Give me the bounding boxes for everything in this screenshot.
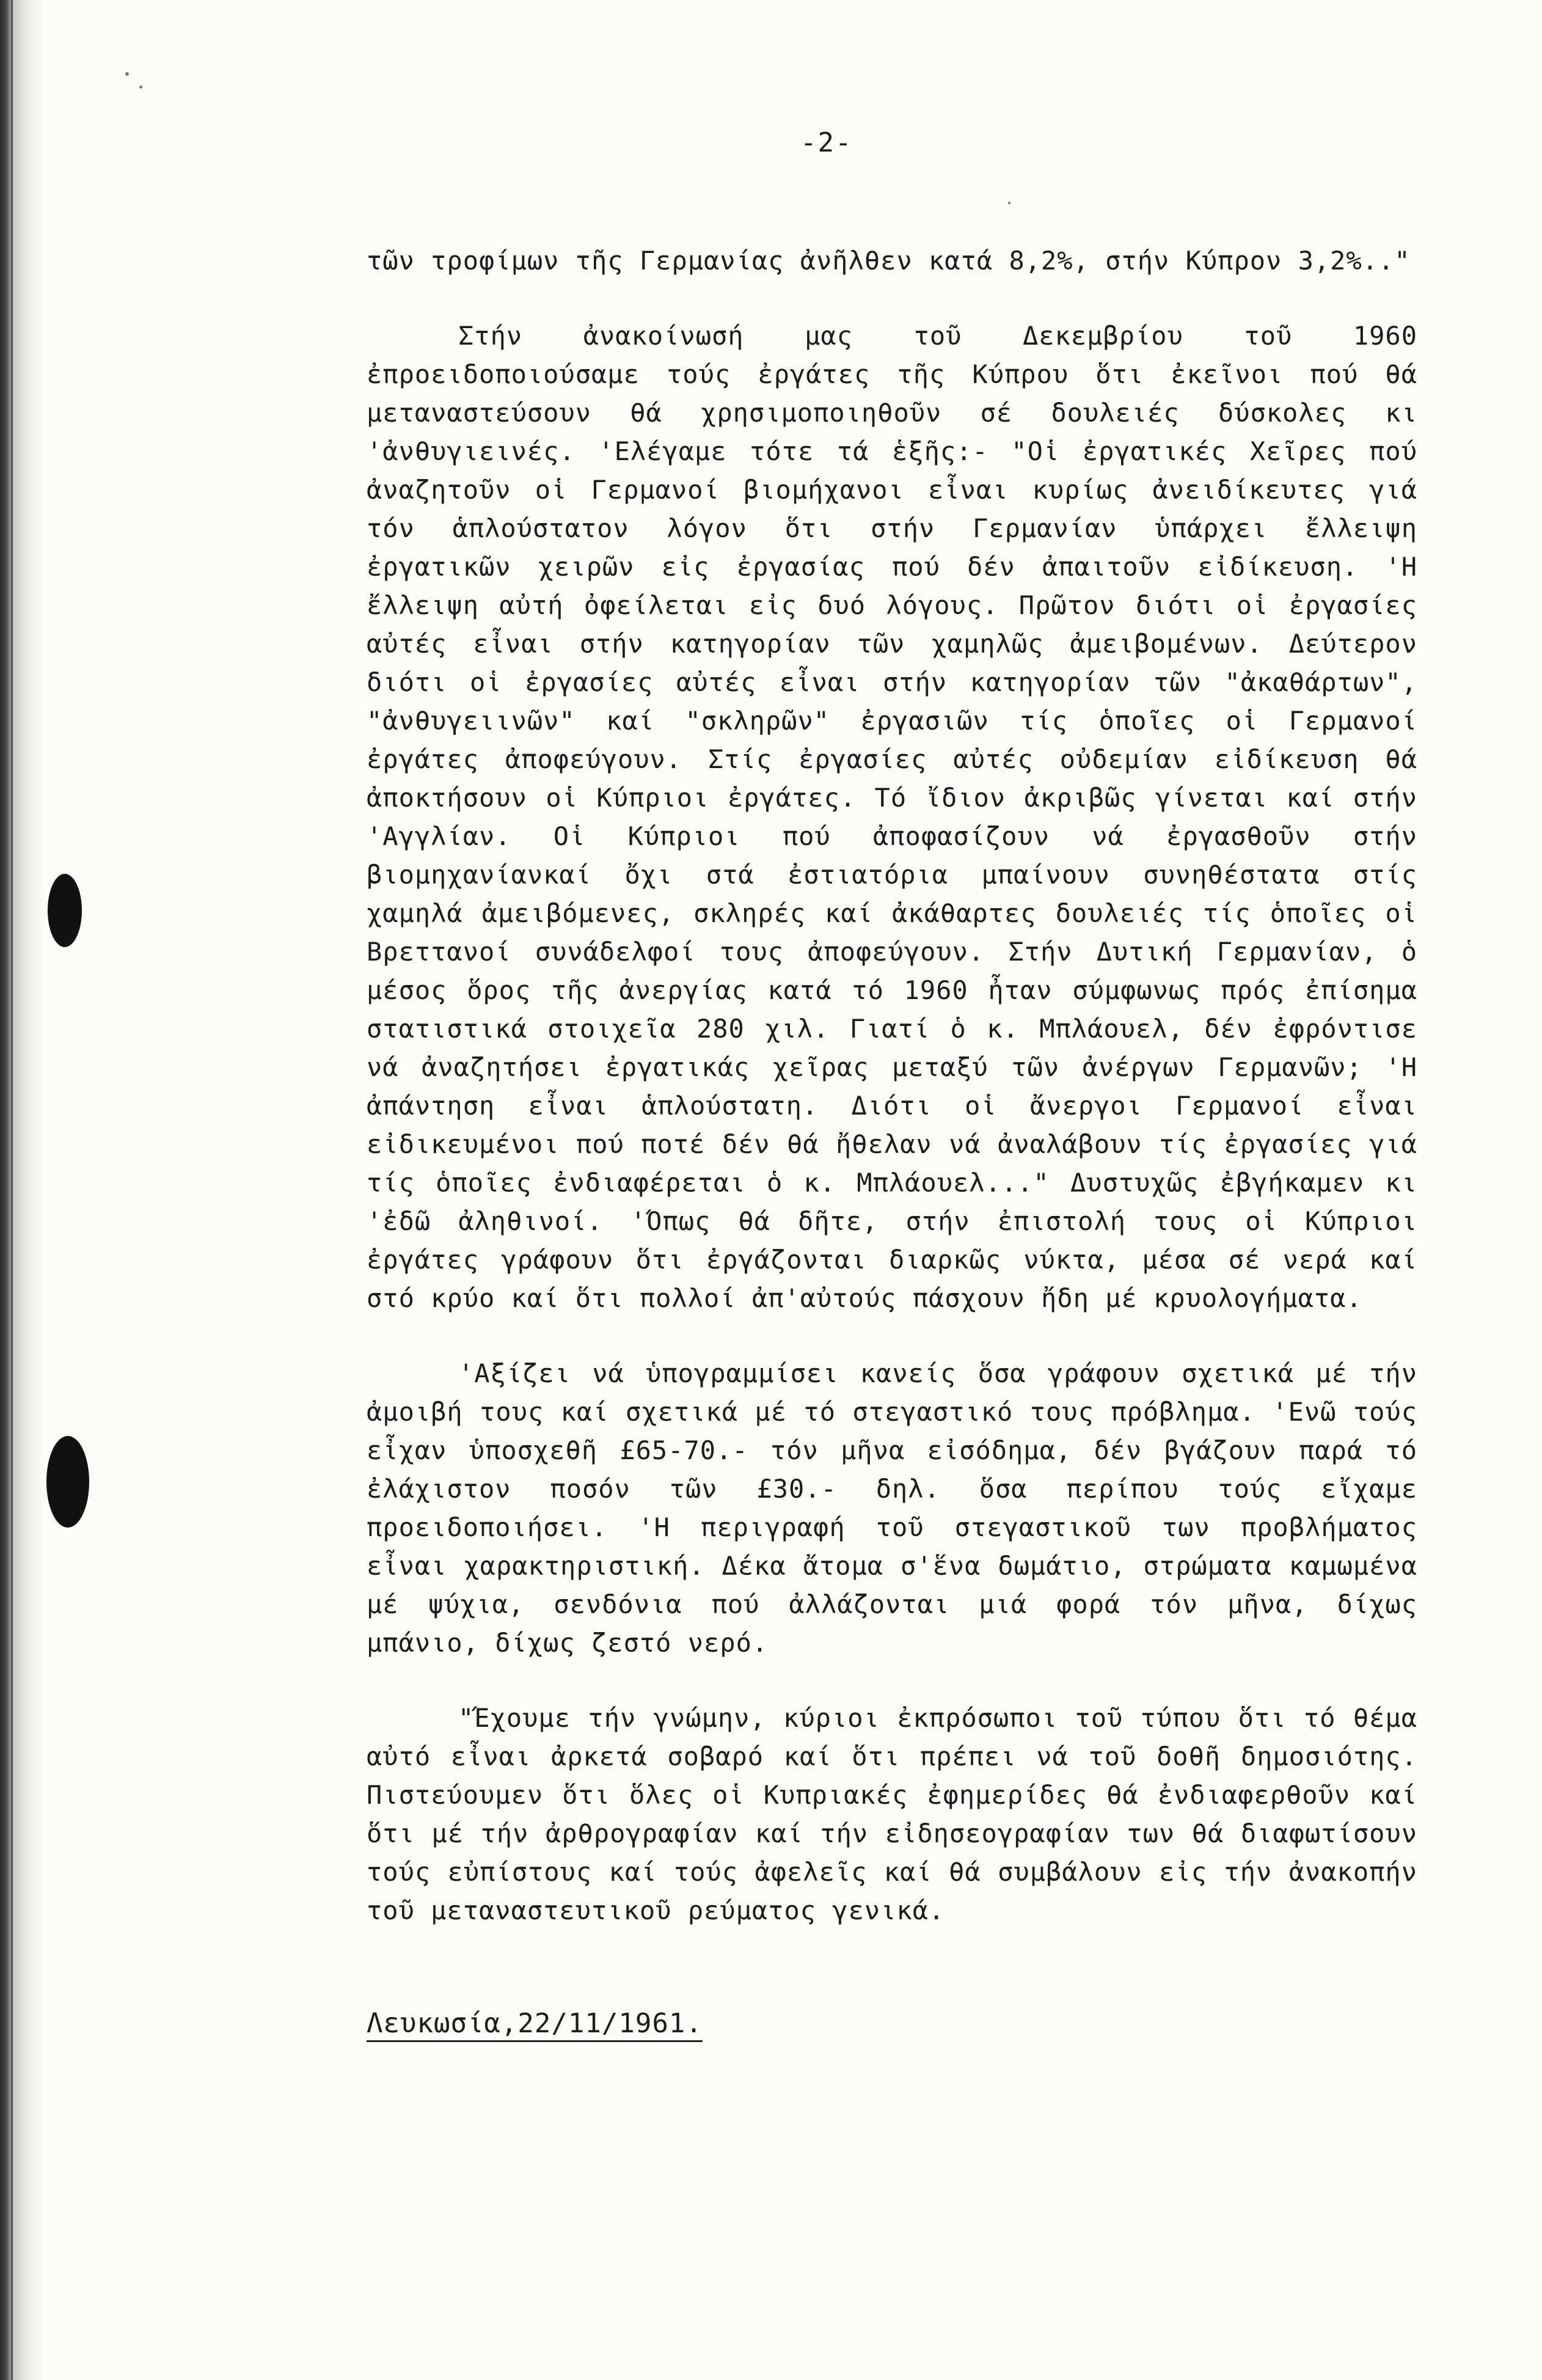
speck — [1008, 202, 1010, 204]
paragraph-announcement: Στήν ἀνακοίνωσή μας τοῦ Δεκεμβρίου τοῦ 1960 ἐπροειδοποιούσαμε τούς ἐργάτες τῆς Κύπρου ὅτι ἐκεῖνοι πού θά μεταναστεύσουν θά χρησιμοποιηθοῦν σέ δουλειές δύσκολες κι 'ἀνθυγιεινές. 'Ελέγαμε τότε τά ἑξῆς:- "Οἱ ἐργατικές Χεῖρες πού ἀναζητοῦν οἱ Γερμανοί βιομήχανοι εἶναι κυρίως ἀνειδίκευτες γιά τόν ἁπλούστατον λόγον ὅτι στήν Γερμανίαν ὑπάρχει ἔλλειψη ἐργατικῶν χειρῶν εἰς ἐργασίας πού δέν ἀπαιτοῦν εἰδίκευση. 'Η ἔλλειψη αὐτή ὀφείλεται εἰς δυό λόγους. Πρῶτον διότι οἱ ἐργασίες αὐτές εἶναι στήν κατηγορίαν τῶν χαμηλῶς ἀμειβομένων. Δεύτερον διότι οἱ ἐργασίες αὐτές εἶναι στήν κατηγορίαν τῶν "ἀκαθάρτων", "ἀνθυγειινῶν" καί "σκληρῶν" ἐργασιῶν τίς ὁποῖες οἱ Γερμανοί ἐργάτες ἀποφεύγουν. Στίς ἐργασίες αὐτές οὐδεμίαν εἰδίκευση θά ἀποκτήσουν οἱ Κύπριοι ἐργάτες. Τό ἴδιον ἀκριβῶς γίνεται καί στήν 'Αγγλίαν. Οἱ Κύπριοι πού ἀποφασίζουν νά ἐργασθοῦν στήν βιομηχανίανκαί ὄχι στά ἐστιατόρια μπαίνουν συνηθέστατα στίς χαμηλά ἀμειβόμενες, σκληρές καί ἀκάθαρτες δουλειές τίς ὁποῖες οἱ Βρεττανοί συνάδελφοί τους ἀποφεύγουν. Στήν Δυτική Γερμανίαν, ὁ μέσος ὅρος τῆς ἀνεργίας κατά τό 1960 ἦταν σύμφωνως πρός ἐπίσημα στατιστικά στοιχεῖα 280 χιλ. Γιατί ὁ κ. Μπλάουελ, δέν ἐφρόντισε νά ἀναζητήσει ἐργατικάς χεῖρας μεταξύ τῶν ἀνέργων Γερμανῶν; 'Η ἀπάντηση εἶναι ἁπλούστατη. Διότι οἱ ἄνεργοι Γερμανοί εἶναι εἰδικευμένοι πού ποτέ δέν θά ἤθελαν νά ἀναλάβουν τίς ἐργασίες γιά τίς ὁποῖες ἐνδιαφέρεται ὁ κ. Μπλάουελ..." Δυστυχῶς ἐβγήκαμεν κι 'ἐδῶ ἀληθινοί. 'Όπως θά δῆτε, στήν ἐπιστολή τους οἱ Κύπριοι ἐργάτες γράφουν ὅτι ἐργάζονται διαρκῶς νύκτα, μέσα σέ νερά καί στό κρύο καί ὅτι πολλοί ἀπ'αὐτούς πάσχουν ἤδη μέ κρυολογήματα. — [367, 321, 1417, 1313]
signature-date: Λευκωσία,22/11/1961. — [367, 2008, 703, 2042]
paragraph-press-appeal: "Έχουμε τήν γνώμην, κύριοι ἐκπρόσωποι τοῦ τύπου ὅτι τό θέμα αὐτό εἶναι ἀρκετά σοβαρό καί ὅτι πρέπει νά τοῦ δοθῆ δημοσιότης. Πιστεύουμεν ὅτι ὅλες οἱ Κυπριακές ἐφημερίδες θά ἐνδιαφερθοῦν καί ὅτι μέ τήν ἀρθρογραφίαν καί τήν εἰδησεογραφίαν των θά διαφωτίσουν τούς εὐπίστους καί τούς ἀφελεῖς καί θά συμβάλουν εἰς τήν ἀνακοπήν τοῦ μεταναστευτικοῦ ρεύματος γενικά. — [367, 1703, 1417, 1925]
binding-streak — [11, 0, 13, 2380]
paragraph-continuation: τῶν τροφίμων τῆς Γερμανίας ἀνῆλθεν κατά 8,2%, στήν Κύπρον 3,2%.." — [367, 246, 1411, 276]
binding-edge — [0, 0, 43, 2380]
page-number: -2- — [800, 127, 853, 158]
punch-hole-upper — [48, 874, 82, 947]
speck — [125, 72, 129, 76]
paragraph-wages-housing: 'Αξίζει νά ὑπογραμμίσει κανείς ὅσα γράφουν σχετικά μέ τήν ἀμοιβή τους καί σχετικά μέ τό στεγαστικό τους πρόβλημα. 'Ενῶ τούς εἶχαν ὑποσχεθῆ £65-70.- τόν μῆνα εἰσόδημα, δέν βγάζουν παρά τό ἐλάχιστον ποσόν τῶν £30.- δηλ. ὅσα περίπου τούς εἴχαμε προειδοποιήσει. 'Η περιγραφή τοῦ στεγαστικοῦ των προβλήματος εἶναι χαρακτηριστική. Δέκα ἄτομα σ'ἕνα δωμάτιο, στρώματα καμωμένα μέ ψύχια, σενδόνια πού ἀλλάζονται μιά φορά τόν μῆνα, δίχως μπάνιο, δίχως ζεστό νερό. — [367, 1358, 1417, 1658]
speck — [139, 86, 142, 89]
punch-hole-lower — [46, 1436, 89, 1528]
body-text — [367, 241, 1417, 1930]
